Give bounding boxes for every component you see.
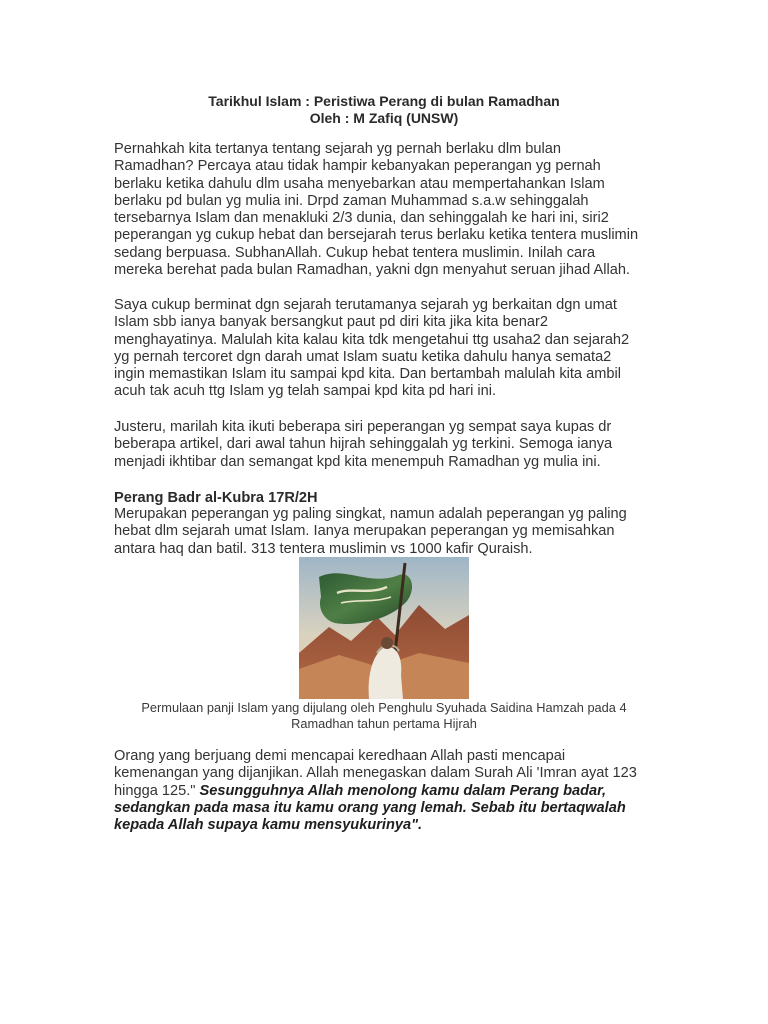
text-line: antara haq dan batil. 313 tentera muslimin vs 1000 kafir Quraish.: [114, 540, 533, 557]
text-line: kemenangan yang dijanjikan. Allah menegaskan dalam Surah Ali 'Imran ayat 123: [114, 765, 637, 782]
text-line: ingin memastikan Islam itu sampai kpd kita. Dan bertambah malulah kita ambil: [114, 366, 621, 383]
text-line: tersebarnya Islam dan menakluki 2/3 dunia, dan sehinggalah ke hari ini, siri2: [114, 210, 609, 227]
text-line: Saya cukup berminat dgn sejarah terutamanya sejarah yg berkaitan dgn umat: [114, 297, 617, 313]
text-line: yg pernah tercoret dgn darah umat Islam suatu ketika dahulu hanya semata2: [114, 348, 612, 365]
text-line: acuh tak acuh ttg Islam yg telah sampai kpd kita pd hari ini.: [114, 383, 497, 400]
author-line: Oleh : M Zafiq (UNSW): [309, 110, 459, 126]
text-line: [114, 783, 659, 800]
text-line: Ramadhan? Percaya atau tidak hampir kebanyakan peperangan yg pernah: [114, 158, 601, 175]
text-line: menghayatinya. Malulah kita kalau kita tdk mengetahui ttg usaha2 dan sejarah2: [114, 331, 630, 348]
paragraph-justeru: [114, 419, 659, 471]
text-line: Justeru, marilah kita ikuti beberapa siri peperangan yg sempat saya kupas dr: [114, 419, 612, 435]
banner-illustration: [299, 557, 469, 699]
quote-emphasis: sedangkan pada masa itu kamu orang yang lemah. Sebab itu bertaqwalah: [114, 799, 626, 816]
text-line: Pernahkah kita tertanya tentang sejarah yg pernah berlaku dlm bulan: [114, 141, 562, 157]
text-line: beberapa artikel, dari awal tahun hijrah sehinggalah yg terkini. Semoga ianya: [114, 436, 613, 453]
text-segment: hingga 125.": [114, 782, 200, 799]
paragraph-badr: [114, 506, 659, 558]
text-line: peperangan yg cukup hebat dan bersejarah terus berlaku ketika tentera muslimin: [114, 227, 639, 244]
text-line: Orang yang berjuang demi mencapai keredhaan Allah pasti mencapai: [114, 748, 566, 764]
text-line: menjadi ikhtibar dan semangat kpd kita menempuh Ramadhan yg mulia ini.: [114, 453, 601, 470]
quote-emphasis: Sesungguhnya Allah menolong kamu dalam Perang badar,: [199, 782, 607, 799]
text-line: mereka berehat pada bulan Ramadhan, yakni dgn menyahut seruan jihad Allah.: [114, 262, 630, 279]
text-line: berlaku pd bulan yg mulia ini. Drpd zaman Muhammad s.a.w sehinggalah: [114, 192, 589, 209]
text-line: berlaku ketika dahulu dlm usaha menyebarkan atau mempertahankan Islam: [114, 175, 605, 192]
paragraph-intro: [114, 141, 659, 279]
paragraph-quran-verse: [114, 748, 659, 834]
caption-line: Permulaan panji Islam yang dijulang oleh Penghulu Syuhada Saidina Hamzah pada 4: [141, 700, 627, 715]
text-line: sedang berpuasa. SubhanAllah. Cukup hebat tentera muslimin. Inilah cara: [114, 244, 596, 261]
figure-caption: [110, 700, 658, 732]
paragraph-interest: [114, 297, 659, 401]
text-line: hebat dlm sejarah umat Islam. Ianya merupakan peperangan yg memisahkan: [114, 523, 615, 540]
quote-emphasis: kepada Allah supaya kamu mensyukurinya".: [114, 817, 423, 834]
text-line: Merupakan peperangan yg paling singkat, namun adalah peperangan yg paling: [114, 506, 627, 522]
section-heading: Perang Badr al-Kubra 17R/2H: [114, 490, 318, 506]
title-line: Tarikhul Islam : Peristiwa Perang di bulan Ramadhan: [208, 93, 560, 109]
caption-line: Ramadhan tahun pertama Hijrah: [291, 716, 477, 731]
text-line: Islam sbb ianya banyak bersangkut paut pd diri kita jika kita benar2: [114, 314, 549, 331]
document-title: [114, 93, 654, 127]
